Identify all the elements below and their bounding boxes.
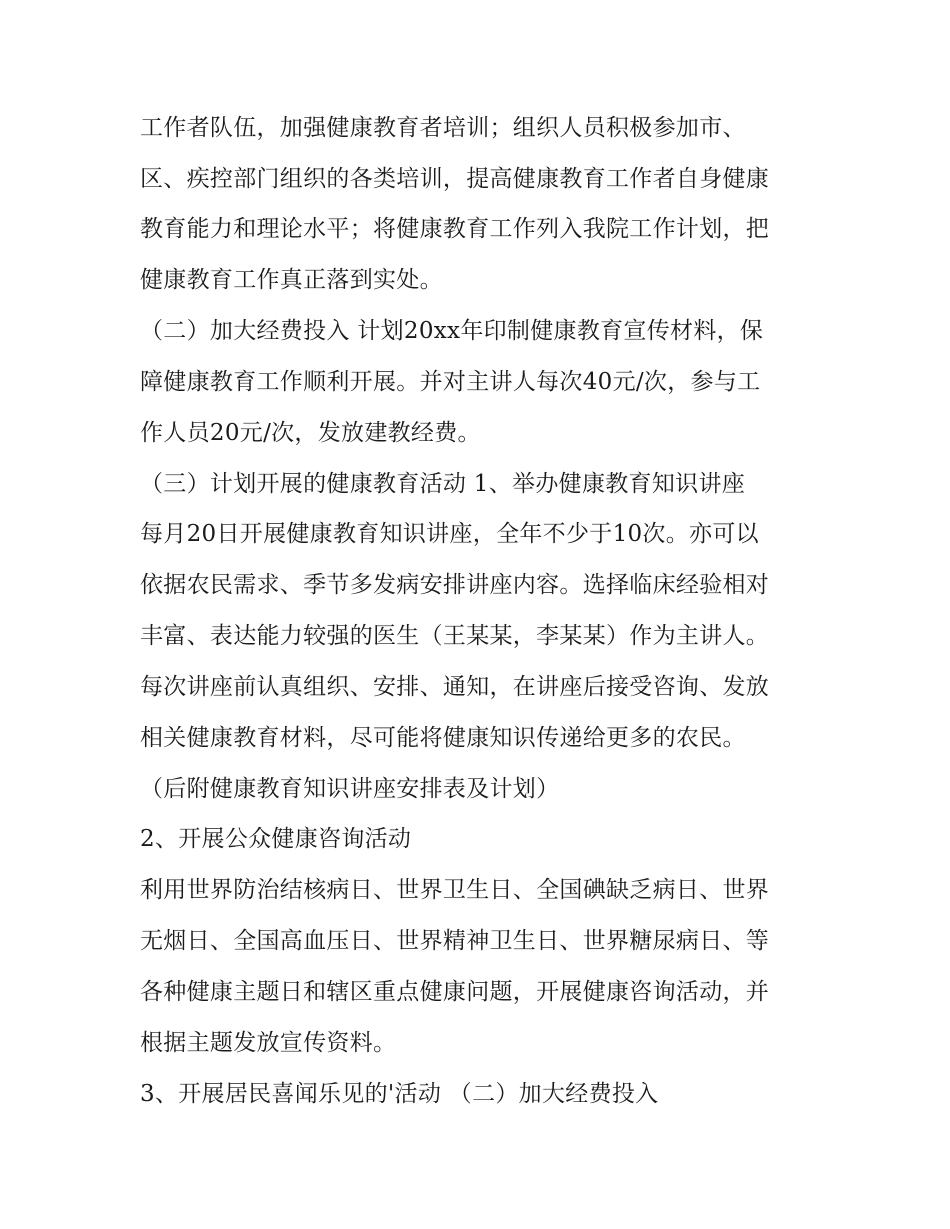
text-line: 根据主题发放宣传资料。 <box>140 1030 397 1056</box>
text-line: 2、开展公众健康咨询活动 <box>140 826 412 852</box>
text-line: （后附健康教育知识讲座安排表及计划） <box>140 776 560 802</box>
text-line: 各种健康主题日和辖区重点健康问题，开展健康咨询活动，并 <box>140 979 770 1005</box>
text-line: 每次讲座前认真组织、安排、通知，在讲座后接受咨询、发放 <box>140 674 770 700</box>
text-line: （二）加大经费投入 计划20xx年印制健康教育宣传材料，保 <box>140 318 764 344</box>
text-line: 教育能力和理论水平；将健康教育工作列入我院工作计划，把 <box>140 216 770 242</box>
text-line: 区、疾控部门组织的各类培训，提高健康教育工作者自身健康 <box>140 166 770 192</box>
text-line: 健康教育工作真正落到实处。 <box>140 267 443 293</box>
text-line: 相关健康教育材料，尽可能将健康知识传递给更多的农民。 <box>140 725 746 751</box>
text-line: （三）计划开展的健康教育活动 1、举办健康教育知识讲座 <box>140 471 746 497</box>
text-line: 利用世界防治结核病日、世界卫生日、全国碘缺乏病日、世界 <box>140 877 770 903</box>
text-line: 每月20日开展健康教育知识讲座，全年不少于10次。亦可以 <box>140 521 759 547</box>
text-line: 障健康教育工作顺利开展。并对主讲人每次40元/次，参与工 <box>140 369 761 395</box>
text-line: 依据农民需求、季节多发病安排讲座内容。选择临床经验相对 <box>140 572 770 598</box>
text-line: 工作者队伍，加强健康教育者培训；组织人员积极参加市、 <box>140 115 746 141</box>
text-line: 3、开展居民喜闻乐见的'活动 （二）加大经费投入 <box>140 1081 659 1107</box>
text-line: 丰富、表达能力较强的医生（王某某，李某某）作为主讲人。 <box>140 623 770 649</box>
text-line: 无烟日、全国高血压日、世界精神卫生日、世界糖尿病日、等 <box>140 928 770 954</box>
text-line: 作人员20元/次，发放建教经费。 <box>140 420 481 446</box>
